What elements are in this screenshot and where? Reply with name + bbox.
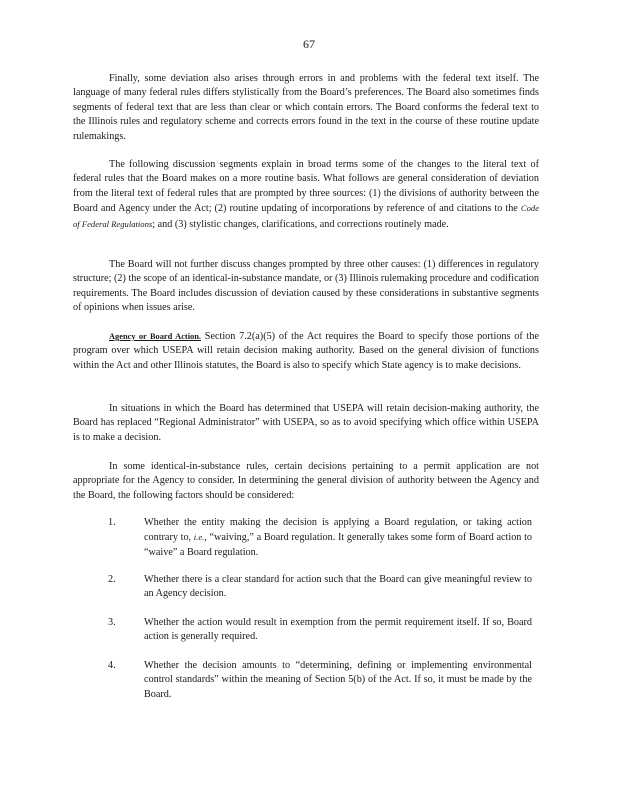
list-item-number: 1. xyxy=(108,517,116,528)
cfr-citation: Code of Federal Regulations xyxy=(73,203,540,229)
paragraph-discussion-text-a: The following discussion segments explain in broad terms some of the changes to the literal text of federal rules that the Board makes on a more routine basis. What follows are general consideration of deviation from the literal text of federal rules that are prompted by three sources: (1) the divisions of authority between the Board and Agency under the Act; (2) routine updating of incorporations by reference of and citations to the xyxy=(73,159,539,215)
page-number: 67 xyxy=(303,37,315,51)
paragraph-discussion-text-b: ; and (3) stylistic changes, clarifications, and corrections routinely made. xyxy=(152,218,449,230)
list-item-text: Whether the action would result in exemption from the permit requirement itself. If so, Board action is generally required. xyxy=(144,617,532,643)
paragraph-deviation-errors: Finally, some deviation also arises through errors in and problems with the federal text itself. The language of many federal rules differs stylistically from the Board’s preferences. The Board also sometimes finds segments of federal text that are less than clear or which contain errors. The Board conforms the federal text to the Illinois rules and regulatory scheme and corrects errors found in the text in the course of these routine update rulemakings. xyxy=(73,73,539,142)
paragraph-discussion-segments xyxy=(73,158,539,232)
list-item-number: 3. xyxy=(108,617,116,628)
list-item-text-b: , “waiving,” a Board regulation. It generally takes some form of Board action to “waive” a Board regulation. xyxy=(144,532,532,558)
list-item-number: 2. xyxy=(108,574,116,585)
paragraph-usepa-decision: In situations in which the Board has determined that USEPA will retain decision-making authority, the Board has replaced “Regional Administrator” with USEPA, so as to avoid specifying which office within USEPA is to make a decision. xyxy=(73,403,539,443)
list-item-text xyxy=(144,516,532,560)
list-item-number: 4. xyxy=(108,660,116,671)
list-item-text: Whether there is a clear standard for action such that the Board can give meaningful review to an Agency decision. xyxy=(144,574,532,600)
ie-abbreviation: i.e. xyxy=(193,532,205,543)
list-item-text: Whether the decision amounts to “determining, defining or implementing environmental control standards” within the meaning of Section 5(b) of the Act. If so, it must be made by the Board. xyxy=(144,660,532,700)
paragraph-other-causes: The Board will not further discuss changes prompted by three other causes: (1) differences in regulatory structure; (2) the scope of an identical-in-substance mandate, or (3) Illinois rulemaking procedure and codification requirements. The Board includes discussion of deviation caused by these considerations in substantive segments of opinions when issues arise. xyxy=(73,259,539,314)
paragraph-permit-decisions: In some identical-in-substance rules, certain decisions pertaining to a permit application are not appropriate for the Agency to consider. In determining the general division of authority between the Agency and the Board, the following factors should be considered: xyxy=(73,461,539,501)
section-heading-agency-or-board-action: Agency or Board Action. xyxy=(109,332,201,341)
list-item-text-a: Whether the entity making the decision is applying a Board regulation, or taking action contrary to, xyxy=(144,517,532,544)
paragraph-agency-or-board-action xyxy=(73,330,539,373)
paragraph-agency-or-board-text: Section 7.2(a)(5) of the Act requires the Board to specify those portions of the program over which USEPA will retain decision making authority. Based on the general division of functions within the Act and other Illinois statutes, the Board is also to specify which State agency is to make decisions. xyxy=(73,331,540,371)
